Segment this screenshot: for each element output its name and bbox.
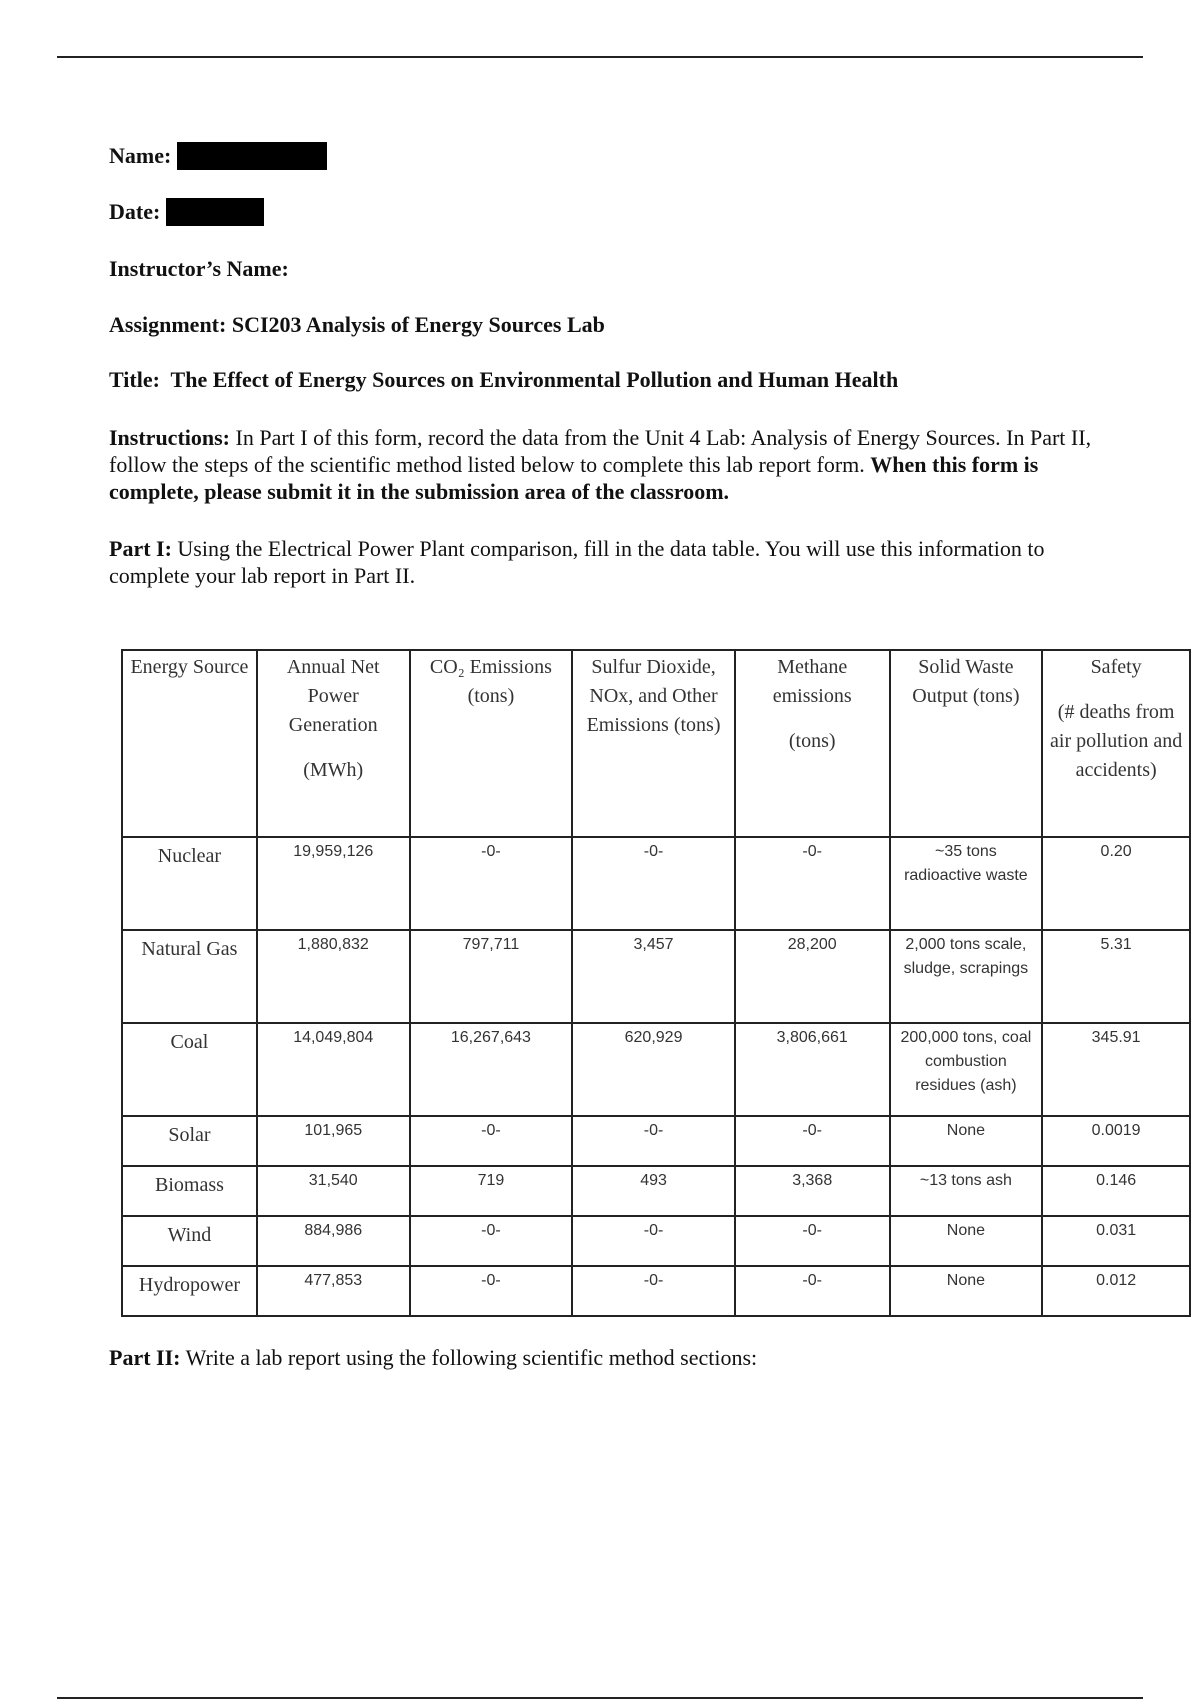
cell-generation: 14,049,804 [257, 1023, 410, 1116]
name-label: Name: [109, 143, 172, 168]
cell-generation: 19,959,126 [257, 837, 410, 930]
table-row [122, 1216, 1190, 1266]
instructions-bold-text: When this form is complete, please submit it in the submission area of the classroom. [109, 452, 1039, 504]
table-row [122, 1166, 1190, 1216]
cell-safety: 345.91 [1042, 1023, 1190, 1116]
part2-text: Write a lab report using the following scientific method sections: [180, 1345, 758, 1370]
cell-safety: 0.20 [1042, 837, 1190, 930]
cell-solid-waste: None [890, 1116, 1043, 1166]
part1-paragraph [109, 535, 1129, 589]
instructions-paragraph [109, 424, 1129, 505]
cell-source: Natural Gas [122, 930, 257, 1023]
cell-safety: 5.31 [1042, 930, 1190, 1023]
cell-methane: 3,806,661 [735, 1023, 890, 1116]
cell-generation: 1,880,832 [257, 930, 410, 1023]
name-field [109, 140, 327, 172]
cell-safety: 0.146 [1042, 1166, 1190, 1216]
header-energy-source: Energy Source [122, 650, 257, 837]
header-generation [257, 650, 410, 837]
instructor-label: Instructor’s Name: [109, 256, 289, 281]
title-line [109, 367, 898, 393]
cell-generation: 884,986 [257, 1216, 410, 1266]
energy-sources-table [121, 649, 1191, 1317]
instructions-text: In Part I of this form, record the data from the Unit 4 Lab: Analysis of Energy Sources. In Part II, follow the steps of the scientific method listed below to complete this lab report form. [109, 425, 1092, 477]
table-row [122, 1116, 1190, 1166]
cell-source: Nuclear [122, 837, 257, 930]
cell-methane: -0- [735, 1266, 890, 1316]
part1-text: Using the Electrical Power Plant comparison, fill in the data table. You will use this information to complete your lab report in Part II. [109, 536, 1045, 588]
cell-solid-waste: ~13 tons ash [890, 1166, 1043, 1216]
cell-safety: 0.012 [1042, 1266, 1190, 1316]
cell-co2: 797,711 [410, 930, 573, 1023]
cell-methane: -0- [735, 837, 890, 930]
cell-methane: -0- [735, 1116, 890, 1166]
cell-sulfur: -0- [572, 1116, 735, 1166]
cell-co2: -0- [410, 1216, 573, 1266]
cell-generation: 101,965 [257, 1116, 410, 1166]
cell-solid-waste: ~35 tons radioactive waste [890, 837, 1043, 930]
header-methane-label: Methane emissions [772, 656, 852, 707]
cell-sulfur: 493 [572, 1166, 735, 1216]
cell-sulfur: 3,457 [572, 930, 735, 1023]
table-row [122, 930, 1190, 1023]
cell-source: Hydropower [122, 1266, 257, 1316]
table-row [122, 837, 1190, 930]
assignment-line: Assignment: SCI203 Analysis of Energy Sources Lab [109, 312, 605, 337]
cell-source: Wind [122, 1216, 257, 1266]
cell-co2: -0- [410, 1266, 573, 1316]
cell-solid-waste: 2,000 tons scale, sludge, scrapings [890, 930, 1043, 1023]
cell-safety: 0.031 [1042, 1216, 1190, 1266]
cell-sulfur: -0- [572, 1216, 735, 1266]
cell-solid-waste: None [890, 1266, 1043, 1316]
cell-source: Solar [122, 1116, 257, 1166]
cell-methane: 28,200 [735, 930, 890, 1023]
cell-solid-waste: 200,000 tons, coal combustion residues (ash) [890, 1023, 1043, 1116]
part2-label: Part II: [109, 1345, 181, 1370]
cell-co2: 16,267,643 [410, 1023, 573, 1116]
header-sulfur: Sulfur Dioxide, NOx, and Other Emissions (tons) [572, 650, 735, 837]
cell-generation: 31,540 [257, 1166, 410, 1216]
date-label: Date: [109, 199, 161, 224]
table-header-row [122, 650, 1190, 837]
cell-co2: 719 [410, 1166, 573, 1216]
date-field [109, 196, 264, 228]
cell-source: Coal [122, 1023, 257, 1116]
header-generation-unit: (MWh) [303, 759, 364, 781]
cell-methane: 3,368 [735, 1166, 890, 1216]
title-label: Title: [109, 367, 160, 392]
cell-sulfur: -0- [572, 1266, 735, 1316]
name-redaction [177, 142, 327, 170]
title-text: The Effect of Energy Sources on Environmental Pollution and Human Health [170, 367, 899, 392]
bottom-rule [57, 1697, 1143, 1699]
top-rule [57, 56, 1143, 58]
cell-safety: 0.0019 [1042, 1116, 1190, 1166]
cell-co2: -0- [410, 1116, 573, 1166]
cell-generation: 477,853 [257, 1266, 410, 1316]
header-safety [1042, 650, 1190, 837]
cell-solid-waste: None [890, 1216, 1043, 1266]
date-redaction [166, 198, 264, 226]
cell-sulfur: 620,929 [572, 1023, 735, 1116]
header-methane-unit: (tons) [788, 730, 836, 752]
part2-paragraph [109, 1345, 757, 1371]
cell-source: Biomass [122, 1166, 257, 1216]
cell-sulfur: -0- [572, 837, 735, 930]
cell-methane: -0- [735, 1216, 890, 1266]
instructions-label: Instructions: [109, 425, 231, 450]
header-methane [735, 650, 890, 837]
header-safety-unit: (# deaths from air pollution and accidents) [1050, 701, 1183, 781]
table-row [122, 1266, 1190, 1316]
header-co2: CO₂ Emissions (tons) [410, 650, 573, 837]
header-safety-label: Safety [1090, 656, 1142, 678]
cell-co2: -0- [410, 837, 573, 930]
header-generation-label: Annual Net Power Generation [286, 656, 380, 736]
table-row [122, 1023, 1190, 1116]
header-solid-waste: Solid Waste Output (tons) [890, 650, 1043, 837]
part1-label: Part I: [109, 536, 172, 561]
